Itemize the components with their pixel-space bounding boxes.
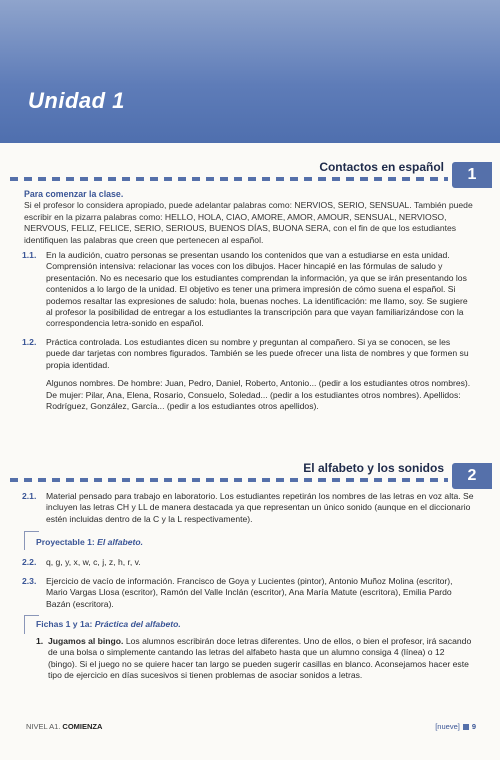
exercise-2-2: [22, 557, 474, 568]
fichas-label: Fichas 1 y 1a:: [36, 619, 93, 629]
dashed-rule: [10, 177, 448, 181]
section-header-2: [0, 461, 500, 491]
exercise-text: Material pensado para trabajo en laboratorio. Los estudiantes repetirán los nombres de las letras en voz alta. Se incluyen las letras CH y LL de manera destacada ya que representan un único sonido (aunque en el diccionario estén incluidas dentro de la C y la L respectivamente).: [46, 491, 474, 524]
intro-block: [24, 189, 478, 246]
intro-text: Si el profesor lo considera apropiado, puede adelantar palabras como: NERVIOS, SERIO, SENSUAL. También puede escribir en la pizarra palabras como: HELLO, HOLA, CIAO, AMORE, AMOR, AMOUR, SENSUAL, NERVIOSO, NERVOUS, FELIZ, FELICE, SERIO, SERIOUS, BUENOS DÍAS, BUONA SERA, con el fin de que los estudiantes identifiquen las palabras que creen que pertenecen al español.: [24, 200, 473, 245]
exercise-number: 1.1.: [22, 250, 37, 260]
page-digit: 9: [471, 722, 476, 731]
section-number: 2: [452, 463, 492, 489]
exercise-number: 2.2.: [22, 557, 37, 567]
exercise-2-3: [22, 576, 474, 610]
exercise-text: Ejercicio de vacío de información. Francisco de Goya y Lucientes (pintor), Antonio Muñoz Molina (escritor), Mario Vargas Llosa (escritor), Ramón del Valle Inclán (escritor), Ana María Matute (escritora), Emilia Pardo Bazán (escritora).: [46, 576, 453, 609]
page-word: [nueve]: [435, 722, 460, 731]
exercise-number: 1.2.: [22, 337, 37, 347]
dashed-rule: [10, 478, 448, 482]
fichas-link[interactable]: [36, 619, 181, 629]
proyectable-title: El alfabeto.: [97, 537, 143, 547]
proyectable-link[interactable]: [36, 537, 143, 547]
activity-heading: Jugamos al bingo.: [48, 636, 124, 646]
exercise-number: 2.1.: [22, 491, 37, 501]
proyectable-label: Proyectable 1:: [36, 537, 95, 547]
bingo-activity: [36, 636, 474, 682]
intro-heading: Para comenzar la clase.: [24, 189, 124, 199]
exercise-text: q, g, y, x, w, c, j, z, h, r, v.: [46, 557, 141, 567]
exercise-1-1: [22, 250, 474, 330]
exercise-2-1: [22, 491, 474, 525]
exercise-text: Práctica controlada. Los estudiantes dicen su nombre y preguntan al compañero. Si ya se conocen, se les puede dar tarjetas con nombres figurados. También se les puede ofrecer una lista de nombres y que formen su propia identidad.: [46, 337, 469, 370]
exercise-text: En la audición, cuatro personas se presentan usando los contenidos que van a estudiarse en esta unidad. Comprensión intensiva: relacionar las voces con los dibujos. Hacer hincapié en las fórmulas de saludo y presentación. No es necesario que los estudiantes comprendan la información, ya que se irán presentando los contenidos a lo largo de la unidad. El objetivo es tener una primera impresión de cómo suena el español. Si podemos resaltar las expresiones de saludo: hola, buenas noches. La identificación: me llamo, soy. Se sugiere al profesor la posibilidad de entregar a los estudiantes la transcripción para que vayan familiarizándose con la correspondencia letra-sonido en español.: [46, 250, 468, 329]
exercise-1-2: [22, 337, 474, 412]
section-header-1: [0, 160, 500, 190]
footer-level-prefix: NIVEL A1.: [26, 722, 61, 731]
section-title: El alfabeto y los sonidos: [303, 461, 444, 475]
unit-title: Unidad 1: [28, 88, 125, 113]
page-number: [435, 722, 476, 731]
section-title: Contactos en español: [319, 160, 444, 174]
unit-banner: [0, 0, 500, 143]
activity-body: Los alumnos escribirán doce letras diferentes. Uno de ellos, o bien el profesor, irá sacando de una bolsa o simplemente cantando las letras del alfabeto hasta que un alumno consiga 4 (línea) o 12 (bingo). Si el juego no se quiere hacer tan largo se pueden sugerir casillas en blanco. Aconsejamos hacer este tipo de ejercicio en días sucesivos si tienen problemas de asociar sonidos a letras.: [48, 636, 472, 681]
exercise-number: 2.3.: [22, 576, 37, 586]
activity-text: [48, 636, 474, 682]
section-number: 1: [452, 162, 492, 188]
names-list: Algunos nombres. De hombre: Juan, Pedro, Daniel, Roberto, Antonio... (pedir a los estudiantes otros nombres). De mujer: Pilar, Ana, Elena, Rosario, Consuelo, Soledad... (pedir a los estudiantes otros nombres). Apellidos: Rodríguez, González, García... (pedir a los estudiantes otros apellidos).: [46, 378, 471, 412]
footer-level: [26, 722, 102, 731]
footer-level-name: COMIENZA: [62, 722, 103, 731]
fichas-title: Práctica del alfabeto.: [94, 619, 181, 629]
square-bullet-icon: [463, 724, 469, 730]
activity-number: 1.: [36, 636, 44, 646]
